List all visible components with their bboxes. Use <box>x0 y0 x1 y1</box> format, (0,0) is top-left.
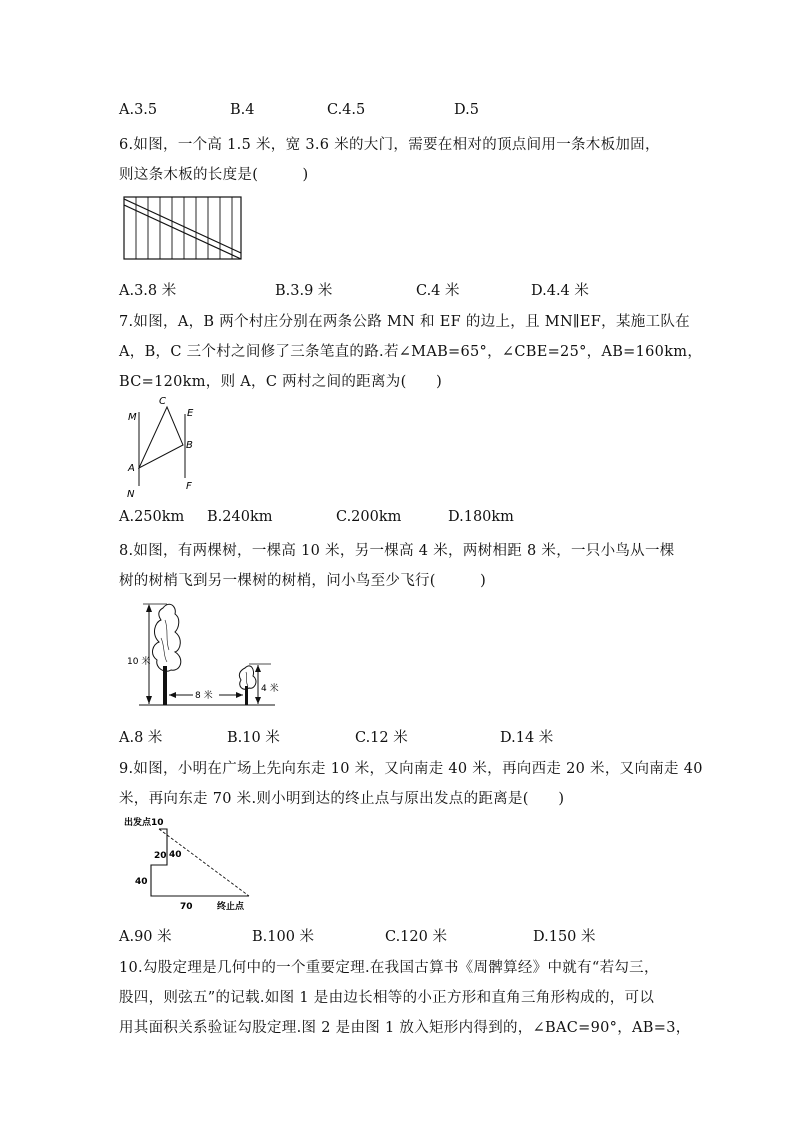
label-a: A <box>128 463 135 474</box>
q10-text-line3: 用其面积关系验证勾股定理.图 2 是由图 1 放入矩形内得到的，∠BAC=90°，AB=3， <box>119 1020 691 1036</box>
villages-figure <box>122 394 204 500</box>
q7-option-b: B.240km <box>207 509 273 525</box>
q6-text-line2: 则这条木板的长度是( ) <box>119 167 309 183</box>
label-short-height: 4 米 <box>261 684 279 694</box>
q7-option-d: D.180km <box>448 509 514 525</box>
label-n: N <box>127 489 135 500</box>
q10-text-line2: 股四，则弦五”的记载.如图 1 是由边长相等的小正方形和直角三角形构成的，可以 <box>119 990 655 1006</box>
q6-option-c: C.4 米 <box>416 283 460 299</box>
q7-text-line2: A，B，C 三个村之间修了三条笔直的路.若∠MAB=65°，∠CBE=25°，AB=160km， <box>119 344 703 360</box>
q5-option-c: C.4.5 <box>327 102 366 118</box>
q5-option-d: D.5 <box>454 102 479 118</box>
q7-option-a: A.250km <box>119 509 185 525</box>
trees-figure <box>125 600 285 712</box>
label-start: 出发点10 <box>124 818 164 828</box>
q7-text-line3: BC=120km，则 A，C 两村之间的距离为( ) <box>119 374 443 390</box>
label-b: B <box>186 440 193 451</box>
label-end: 终止点 <box>217 902 245 912</box>
q7-option-c: C.200km <box>336 509 402 525</box>
label-70: 70 <box>180 902 193 912</box>
q9-option-c: C.120 米 <box>385 929 447 945</box>
q8-option-c: C.12 米 <box>355 730 408 746</box>
label-f: F <box>186 481 192 492</box>
q6-option-a: A.3.8 米 <box>119 283 177 299</box>
q8-text-line1: 8.如图，有两棵树，一棵高 10 米，另一棵高 4 米，两树相距 8 米，一只小鸟从一棵 <box>119 543 675 559</box>
q9-text-line2: 米，再向东走 70 米.则小明到达的终止点与原出发点的距离是( ) <box>119 791 565 807</box>
q5-option-a: A.3.5 <box>119 102 158 118</box>
q8-option-d: D.14 米 <box>500 730 554 746</box>
label-tall-height: 10 米 <box>127 657 151 667</box>
q8-option-b: B.10 米 <box>227 730 280 746</box>
q7-text-line1: 7.如图，A，B 两个村庄分别在两条公路 MN 和 EF 的边上，且 MN∥EF，某施工队在 <box>119 314 690 330</box>
label-20: 20 <box>154 851 167 861</box>
label-40-upper: 40 <box>169 850 182 860</box>
q8-text-line2: 树的树梢飞到另一棵树的树梢，问小鸟至少飞行( ) <box>119 573 487 589</box>
q6-option-b: B.3.9 米 <box>275 283 333 299</box>
path-figure <box>118 813 260 913</box>
q5-option-b: B.4 <box>230 102 255 118</box>
q9-option-b: B.100 米 <box>252 929 315 945</box>
q9-option-d: D.150 米 <box>533 929 596 945</box>
label-e: E <box>187 408 194 419</box>
q6-option-d: D.4.4 米 <box>531 283 589 299</box>
label-m: M <box>128 412 137 423</box>
q9-text-line1: 9.如图，小明在广场上先向东走 10 米，又向南走 40 米，再向西走 20 米，又向南走 40 <box>119 761 703 777</box>
gate-figure <box>122 195 244 263</box>
q10-text-line1: 10.勾股定理是几何中的一个重要定理.在我国古算书《周髀算经》中就有“若勾三， <box>119 960 659 976</box>
q9-option-a: A.90 米 <box>119 929 172 945</box>
q6-text-line1: 6.如图，一个高 1.5 米，宽 3.6 米的大门，需要在相对的顶点间用一条木板加固， <box>119 137 660 153</box>
label-distance: 8 米 <box>195 691 213 701</box>
q8-option-a: A.8 米 <box>119 730 163 746</box>
label-c: C <box>159 396 166 407</box>
label-40-lower: 40 <box>135 877 148 887</box>
